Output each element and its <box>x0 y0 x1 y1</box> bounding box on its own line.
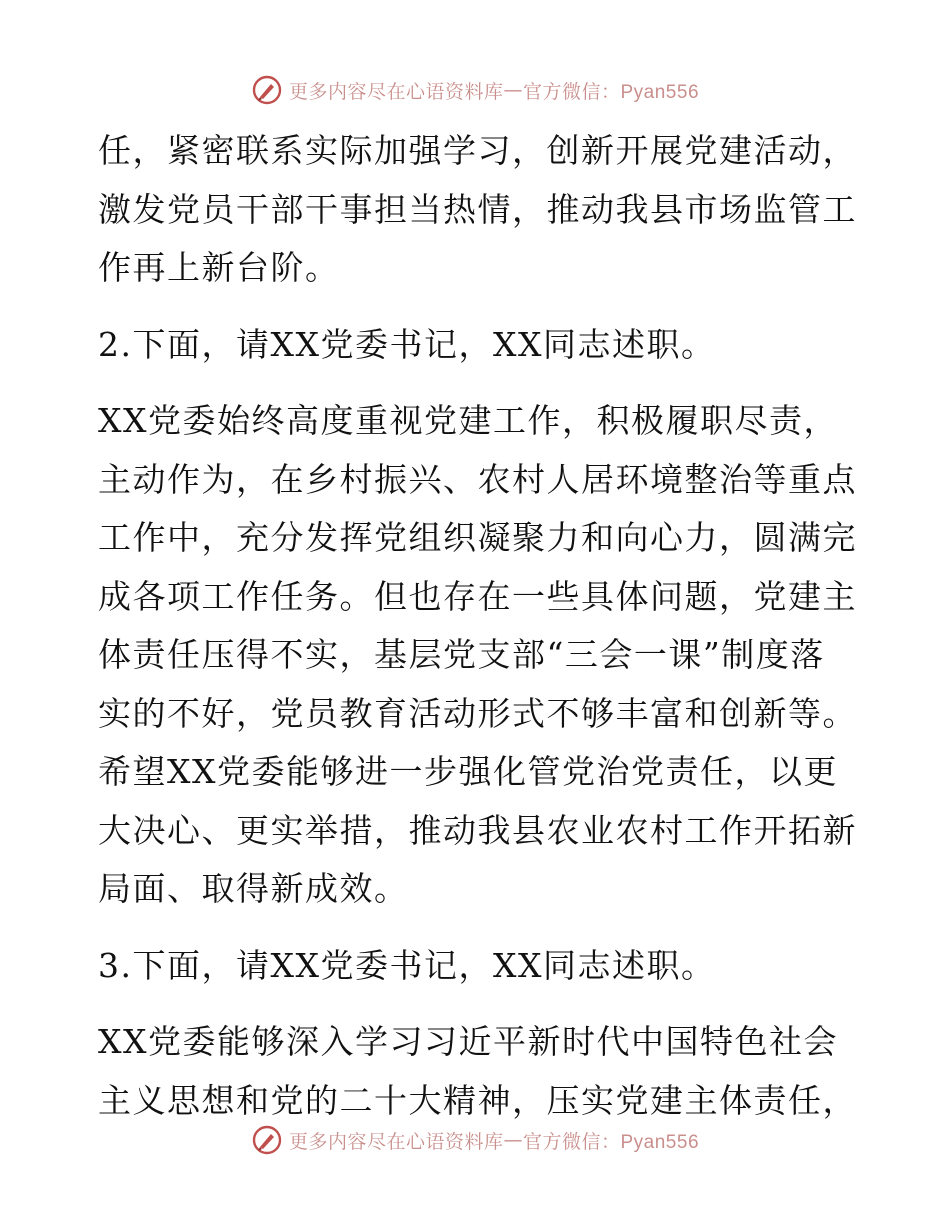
footer-watermark <box>0 1120 950 1160</box>
text-line: 工作中，充分发挥党组织凝聚力和向心力，圆满完 <box>98 518 857 557</box>
text-line: 主动作为，在乡村振兴、农村人居环境整治等重点 <box>98 459 857 499</box>
text-line: 实的不好，党员教育活动形式不够丰富和创新等。 <box>98 693 857 733</box>
document-body <box>98 122 858 1130</box>
text-line: 主义思想和党的二十大精神，压实党建主体责任， <box>98 1080 857 1120</box>
text-line: XX党委始终高度重视党建工作，积极履职尽责， <box>98 401 838 440</box>
paragraph-5 <box>98 1013 858 1130</box>
text-line: 2.下面，请XX党委书记，XX同志述职。 <box>98 324 716 364</box>
paragraph-1 <box>98 122 858 298</box>
text-line: XX党委能够深入学习习近平新时代中国特色社会 <box>98 1022 838 1061</box>
footer-watermark-text: 更多内容尽在心语资料库 <box>288 1130 504 1153</box>
header-watermark-text: 更多内容尽在心语资料库 <box>288 80 504 103</box>
footer-watermark-separator: — <box>503 1129 523 1151</box>
text-line: 希望XX党委能够进一步强化管党治党责任，以更 <box>98 752 838 791</box>
text-line: 3.下面，请XX党委书记，XX同志述职。 <box>98 945 716 985</box>
header-watermark <box>0 70 950 110</box>
pen-circle-icon <box>251 1124 283 1156</box>
header-watermark-separator: — <box>503 79 523 101</box>
text-line: 成各项工作任务。但也存在一些具体问题，党建主 <box>98 576 857 616</box>
text-line: 体责任压得不实，基层党支部“三会一课”制度落 <box>98 635 825 674</box>
paragraph-4-heading <box>98 937 858 996</box>
paragraph-3 <box>98 392 858 919</box>
paragraph-2-heading <box>98 316 858 375</box>
text-line: 作再上新台阶。 <box>98 248 340 287</box>
header-watermark-wechat: 官方微信：Pyan556 <box>523 81 700 103</box>
footer-watermark-wechat: 官方微信：Pyan556 <box>523 1131 700 1153</box>
pen-circle-icon <box>251 74 283 106</box>
text-line: 局面、取得新成效。 <box>98 869 409 908</box>
text-line: 大决心、更实举措，推动我县农业农村工作开拓新 <box>98 810 857 850</box>
text-line: 激发党员干部干事担当热情，推动我县市场监管工 <box>98 189 857 229</box>
text-line: 任，紧密联系实际加强学习，创新开展党建活动， <box>98 131 857 170</box>
